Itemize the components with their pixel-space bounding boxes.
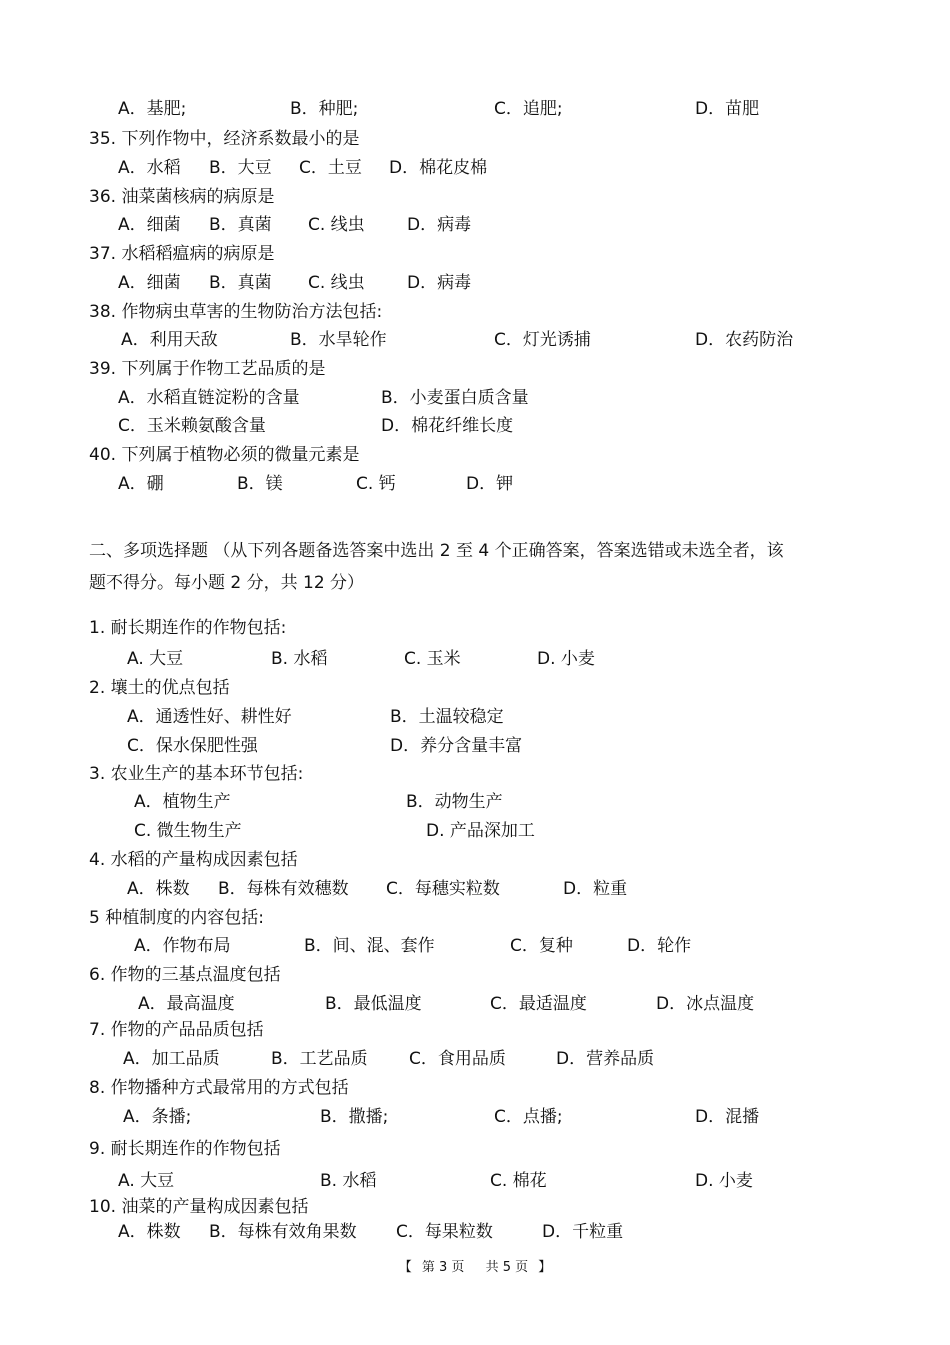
option-d: D．棉花皮棉 — [389, 158, 488, 178]
option-b: B．大豆 — [209, 158, 272, 178]
option-a: A．株数 — [118, 1222, 181, 1242]
option-a: A．通透性好、耕性好 — [127, 707, 292, 727]
option-b: B．土温较稳定 — [390, 707, 504, 727]
question-10: 10. 油菜的产量构成因素包括 — [89, 1197, 309, 1217]
option-a: A．利用天敌 — [121, 330, 218, 350]
option-b: B．动物生产 — [406, 792, 503, 812]
question-4: 4. 水稻的产量构成因素包括 — [89, 850, 298, 870]
option-c: C. 棉花 — [490, 1171, 547, 1191]
option-a: A．作物布局 — [134, 936, 231, 956]
question-1: 1. 耐长期连作的作物包括: — [89, 618, 287, 638]
option-a: A．最高温度 — [138, 994, 235, 1014]
option-d: D．轮作 — [627, 936, 692, 956]
option-c: C．玉米赖氨酸含量 — [118, 416, 266, 436]
question-2: 2. 壤土的优点包括 — [89, 678, 230, 698]
question-9: 9. 耐长期连作的作物包括 — [89, 1139, 281, 1159]
option-b: B．每株有效穗数 — [218, 879, 349, 899]
question-40: 40. 下列属于植物必须的微量元素是 — [89, 445, 360, 465]
question-37: 37. 水稻稻瘟病的病原是 — [89, 244, 275, 264]
question-35: 35. 下列作物中，经济系数最小的是 — [89, 129, 360, 149]
question-39: 39. 下列属于作物工艺品质的是 — [89, 359, 326, 379]
option-d: D. 小麦 — [537, 649, 595, 669]
option-b: B．工艺品质 — [271, 1049, 368, 1069]
option-c: C. 线虫 — [308, 273, 365, 293]
option-d: D. 产品深加工 — [426, 821, 535, 841]
option-d: D．病毒 — [407, 215, 472, 235]
option-d: D．千粒重 — [542, 1222, 624, 1242]
question-7: 7. 作物的产品品质包括 — [89, 1020, 264, 1040]
option-d: D．苗肥 — [695, 99, 760, 119]
option-b: B．小麦蛋白质含量 — [381, 388, 529, 408]
option-d: D．棉花纤维长度 — [381, 416, 514, 436]
option-c: C．食用品质 — [409, 1049, 506, 1069]
option-d: D．养分含量丰富 — [390, 736, 523, 756]
option-c: C．每穗实粒数 — [386, 879, 500, 899]
option-b: B．水旱轮作 — [290, 330, 387, 350]
option-c: C．最适温度 — [490, 994, 587, 1014]
option-d: D．混播 — [695, 1107, 760, 1127]
option-c: C. 线虫 — [308, 215, 365, 235]
section-heading-cont: 题不得分。每小题 2 分，共 12 分） — [89, 573, 365, 593]
option-a: A．条播; — [123, 1107, 192, 1127]
option-a: A. 大豆 — [118, 1171, 175, 1191]
option-d: D．冰点温度 — [656, 994, 755, 1014]
question-38: 38. 作物病虫草害的生物防治方法包括: — [89, 302, 383, 322]
option-b: B．最低温度 — [325, 994, 422, 1014]
option-a: A．基肥; — [118, 99, 187, 119]
section-heading: 二、多项选择题 （从下列各题备选答案中选出 2 至 4 个正确答案，答案选错或未选全者，该 — [89, 541, 784, 561]
option-d: D. 小麦 — [695, 1171, 753, 1191]
option-c: C．土豆 — [299, 158, 362, 178]
option-c: C. 微生物生产 — [134, 821, 242, 841]
option-b: B．撒播; — [320, 1107, 389, 1127]
page-footer — [0, 1258, 950, 1278]
option-b: B．镁 — [237, 474, 283, 494]
option-c: C．追肥; — [494, 99, 563, 119]
option-b: B．真菌 — [209, 215, 272, 235]
footer-bracket-close: 】 — [538, 1260, 552, 1275]
option-b: B. 水稻 — [271, 649, 328, 669]
option-c: C．复种 — [510, 936, 573, 956]
option-d: D．病毒 — [407, 273, 472, 293]
option-c: C．每果粒数 — [396, 1222, 493, 1242]
option-c: C．保水保肥性强 — [127, 736, 258, 756]
option-c: C. 钙 — [356, 474, 396, 494]
option-c: C．点播; — [494, 1107, 563, 1127]
option-b: B．每株有效角果数 — [209, 1222, 357, 1242]
option-b: B．真菌 — [209, 273, 272, 293]
option-d: D．粒重 — [563, 879, 628, 899]
option-a: A．加工品质 — [123, 1049, 220, 1069]
page-total: 共 5 页 — [485, 1260, 529, 1275]
option-a: A．细菌 — [118, 215, 181, 235]
option-a: A. 大豆 — [127, 649, 184, 669]
page-number: 第 3 页 — [421, 1260, 465, 1275]
option-a: A．细菌 — [118, 273, 181, 293]
option-a: A．硼 — [118, 474, 164, 494]
option-d: D．营养品质 — [556, 1049, 655, 1069]
footer-bracket-open: 【 — [398, 1260, 412, 1275]
option-b: B．种肥; — [290, 99, 359, 119]
question-5: 5 种植制度的内容包括: — [89, 908, 264, 928]
option-b: B. 水稻 — [320, 1171, 377, 1191]
option-a: A．水稻直链淀粉的含量 — [118, 388, 300, 408]
option-d: D．农药防治 — [695, 330, 794, 350]
question-3: 3. 农业生产的基本环节包括: — [89, 764, 304, 784]
option-a: A．水稻 — [118, 158, 181, 178]
question-8: 8. 作物播种方式最常用的方式包括 — [89, 1078, 349, 1098]
option-d: D．钾 — [466, 474, 514, 494]
option-a: A．植物生产 — [134, 792, 231, 812]
option-c: C. 玉米 — [404, 649, 461, 669]
question-36: 36. 油菜菌核病的病原是 — [89, 187, 275, 207]
question-6: 6. 作物的三基点温度包括 — [89, 965, 281, 985]
option-a: A．株数 — [127, 879, 190, 899]
option-c: C．灯光诱捕 — [494, 330, 591, 350]
option-b: B．间、混、套作 — [304, 936, 435, 956]
